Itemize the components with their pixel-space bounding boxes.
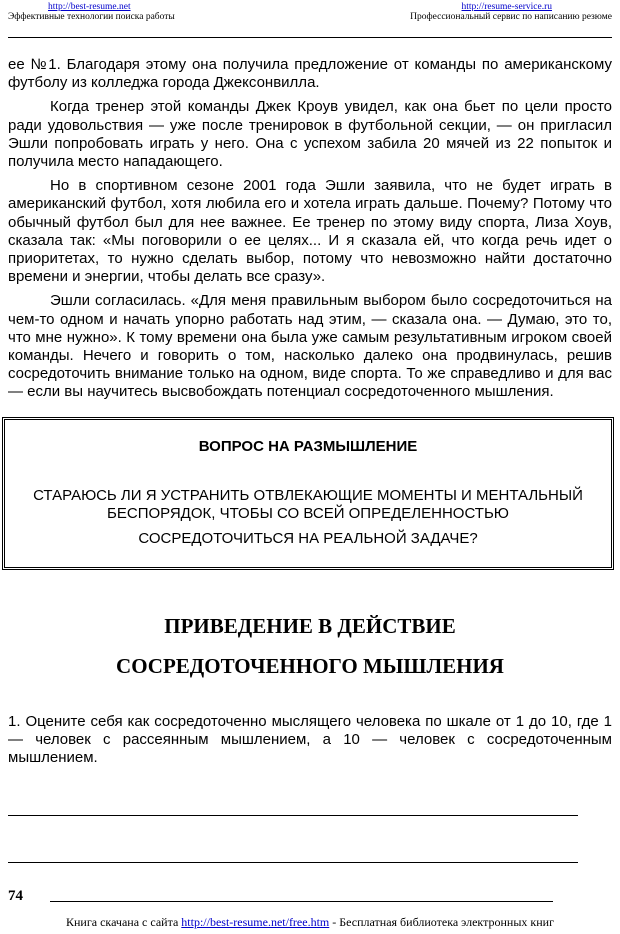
section-heading-line1: ПРИВЕДЕНИЕ В ДЕЙСТВИЕ	[164, 614, 456, 638]
answer-line	[8, 862, 578, 863]
question-text-continued: СОСРЕДОТОЧИТЬСЯ НА РЕАЛЬНОЙ ЗАДАЧЕ?	[138, 530, 478, 547]
header-left-link[interactable]: http://best-resume.net	[48, 2, 131, 12]
header-left	[8, 2, 175, 22]
header-right-link[interactable]: http://resume-service.ru	[461, 2, 552, 12]
page-header	[8, 2, 612, 32]
section-heading	[0, 610, 620, 690]
section-heading-line2: СОСРЕДОТОЧЕННОГО МЫШЛЕНИЯ	[116, 654, 504, 678]
footer-prefix: Книга скачана с сайта	[66, 915, 179, 929]
exercise-item: 1. Оцените себя как сосредоточенно мыслящего человека по шкале от 1 до 10, где 1 — человек с рассеянным мышлением, а 10 — человек с сосредоточенным мышлением.	[8, 713, 612, 767]
header-right-text: Профессиональный сервис по написанию резюме	[410, 12, 612, 22]
footer-suffix: - Бесплатная библиотека электронных книг	[332, 915, 554, 929]
paragraph: Эшли согласилась. «Для меня правильным выбором было сосредоточиться на чем-то одном и начать упорно работать над этим, — сказала она. — Думаю, это то, что мне нужно». К тому времени она была уже самым результативным игроком своей команды. Нечего и говорить о том, насколько далеко она продвинулась, решив сосредоточить внимание только на одном, виде спорта. То же справедливо и для вас — если вы научитесь высвобождать потенциал сосредоточенного мышления.	[8, 292, 612, 401]
page-footer	[0, 915, 620, 930]
body-text	[8, 56, 612, 402]
paragraph: ее №1. Благодаря этому она получила предложение от команды по американскому футболу из колледжа города Джексонвилла.	[8, 56, 612, 92]
header-left-text: Эффективные технологии поиска работы	[8, 12, 175, 22]
question-text: СТАРАЮСЬ ЛИ Я УСТРАНИТЬ ОТВЛЕКАЮЩИЕ МОМЕНТЫ И МЕНТАЛЬНЫЙ БЕСПОРЯДОК, ЧТОБЫ СО ВСЕЙ ОПРЕДЕЛЕННОСТЬЮ	[33, 487, 583, 522]
paragraph: Но в спортивном сезоне 2001 года Эшли заявила, что не будет играть в американский футбол, хотя любила его и хотела играть дальше. Почему? Потому что обычный футбол был для нее важнее. Ее тренер по этому виду спорта, Лиза Хоув, сказала так: «Мы поговорили о ее целях... И я сказала ей, что когда речь идет о приоритетах, то нужно сделать выбор, потому что невозможно найти достаточно времени и энергии, чтобы делать все сразу».	[8, 177, 612, 286]
question-title: ВОПРОС НА РАЗМЫШЛЕНИЕ	[198, 438, 418, 455]
footer-link[interactable]: http://best-resume.net/free.htm	[181, 915, 330, 929]
footer-divider	[50, 901, 553, 902]
reflection-question-box	[2, 417, 614, 570]
answer-line	[8, 815, 578, 816]
header-right	[410, 2, 612, 22]
header-divider	[8, 37, 612, 38]
paragraph: Когда тренер этой команды Джек Кроув увидел, как она бьет по цели просто ради удовольствия — уже после тренировок в футбольной секции, — он пригласил Эшли попробовать играть у него. Она с успехом забила 20 мячей из 22 попыток и получила место нападающего.	[8, 98, 612, 171]
page-number: 74	[8, 888, 23, 904]
